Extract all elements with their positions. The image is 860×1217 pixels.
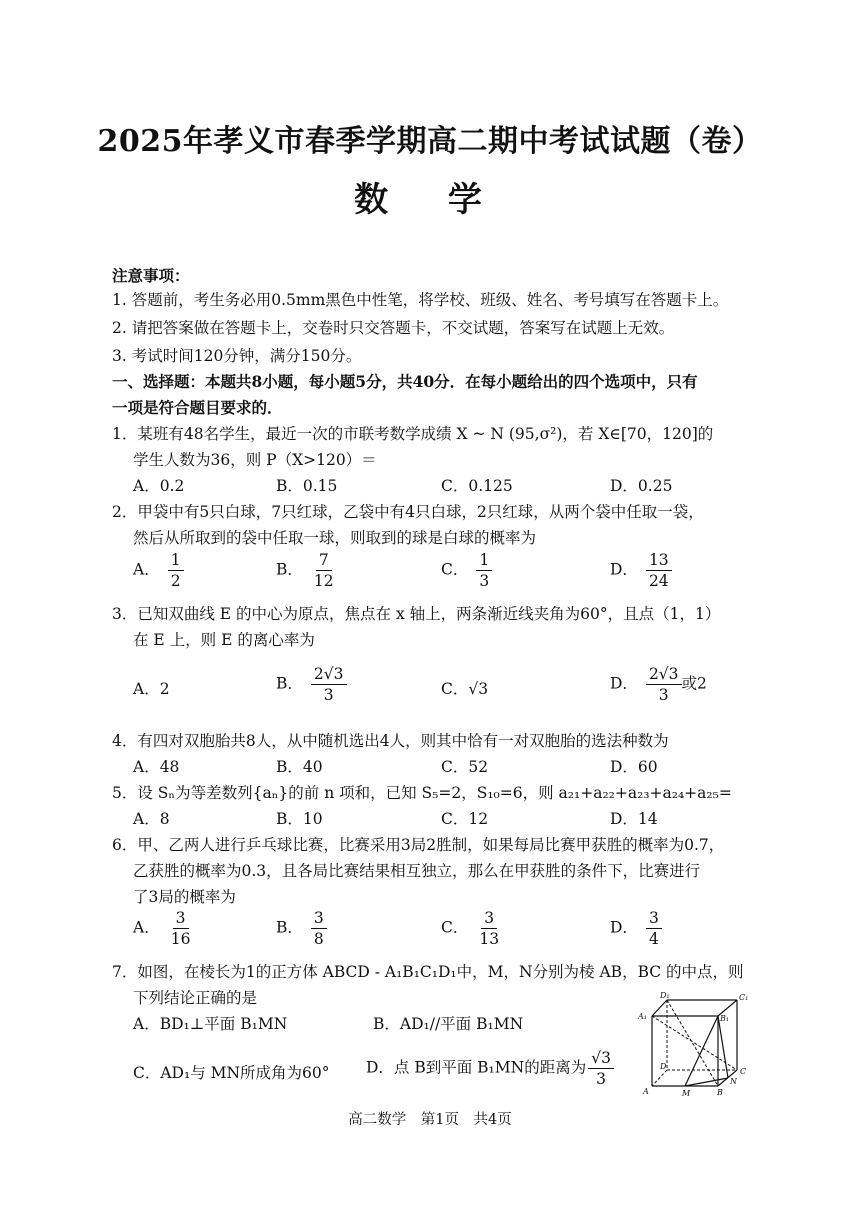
q5-option-d: D．14 — [610, 810, 658, 828]
q2-option-c: C． $\frac{1}{3}$ — [441, 550, 492, 591]
vertex-label: B — [717, 1088, 723, 1097]
q1-stem: 1．某班有48名学生，最近一次的市联考数学成绩 X ~ N (95,σ²)，若 X∈[70，120]的 — [112, 425, 714, 443]
q3-stem: 3．已知双曲线 E 的中心为原点，焦点在 x 轴上，两条渐近线夹角为60°，且点（1，1） — [112, 605, 721, 623]
q6-option-b: B． $\frac{3}{8}$ — [276, 908, 327, 949]
q7-option-a: A．BD₁⊥平面 B₁MN — [133, 1015, 288, 1033]
vertex-label: D₁ — [660, 991, 670, 1000]
notice-item: 3. 考试时间120分钟，满分150分。 — [112, 347, 362, 365]
q7-option-b: B．AD₁//平面 B₁MN — [373, 1015, 524, 1033]
q6-stem-cont: 乙获胜的概率为0.3，且各局比赛结果相互独立，那么在甲获胜的条件下，比赛进行 — [133, 862, 701, 880]
notice-heading: 注意事项： — [112, 266, 190, 285]
q1-option-c: C．0.125 — [441, 477, 513, 495]
q2-option-d: D． $\frac{13}{24}$ — [610, 550, 672, 591]
q6-option-c: C． $\frac{3}{13}$ — [441, 909, 500, 948]
q6-stem-cont: 了3局的概率为 — [133, 888, 236, 906]
vertex-label: N — [730, 1077, 737, 1086]
q1-option-b: B．0.15 — [276, 477, 338, 495]
page-footer: 高二数学 第1页 共4页 — [348, 1112, 512, 1128]
q3-option-d: D． $\frac{2√3}{3}$ 或2 — [610, 665, 707, 704]
cube-figure — [632, 990, 757, 1100]
q3-option-c: C．√3 — [441, 680, 489, 698]
vertex-label: D — [660, 1062, 667, 1071]
section-heading: 一、选择题：本题共8小题，每小题5分，共40分．在每小题给出的四个选项中，只有 — [112, 372, 698, 391]
q5-stem: 5．设 Sₙ为等差数列{aₙ}的前 n 项和，已知 S₅=2，S₁₀=6，则 a₂₁+a₂₂+a₂₃+a₂₄+a₂₅= — [112, 784, 732, 802]
q1-option-d: D．0.25 — [610, 477, 673, 495]
q2-stem-cont: 然后从所取到的袋中任取一球，则取到的球是白球的概率为 — [133, 529, 537, 547]
q4-option-c: C．52 — [441, 758, 489, 776]
q4-option-a: A．48 — [133, 758, 180, 776]
q6-option-a: A． $\frac{3}{16}$ — [133, 909, 191, 948]
section-heading-cont: 一项是符合题目要求的． — [112, 398, 283, 417]
q2-option-b: B． $\frac{7}{12}$ — [276, 551, 334, 590]
exam-title: 2025年孝义市春季学期高二期中考试试题（卷） — [97, 124, 763, 159]
q5-option-a: A．8 — [133, 810, 170, 828]
notice-item: 1. 答题前，考生务必用0.5mm黑色中性笔，将学校、班级、姓名、考号填写在答题卡上。 — [112, 291, 729, 309]
q5-option-b: B．10 — [276, 810, 323, 828]
vertex-label: C₁ — [739, 993, 749, 1002]
q4-option-b: B．40 — [276, 758, 323, 776]
q5-option-c: C．12 — [441, 810, 489, 828]
q7-stem: 7．如图，在棱长为1的正方体 ABCD - A₁B₁C₁D₁中，M，N分别为棱 AB，BC 的中点，则 — [112, 963, 744, 981]
q7-option-d: D．点 B到平面 B₁MN的距离为 $\frac{√3}{3}$ — [366, 1048, 614, 1089]
q1-stem-cont: 学生人数为36，则 P（X>120）＝ — [133, 451, 377, 469]
q2-option-a: A． $\frac{1}{2}$ — [133, 550, 184, 591]
vertex-label: C — [740, 1067, 747, 1076]
q3-option-a: A．2 — [133, 680, 170, 698]
q3-option-b: B． $\frac{2√3}{3}$ — [276, 664, 347, 705]
q3-stem-cont: 在 E 上，则 E 的离心率为 — [133, 631, 315, 649]
q6-option-d: D． $\frac{3}{4}$ — [610, 908, 662, 949]
vertex-label: A₁ — [638, 1012, 647, 1021]
q7-stem-cont: 下列结论正确的是 — [133, 989, 258, 1007]
notice-item: 2. 请把答案做在答题卡上，交卷时只交答题卡，不交试题，答案写在试题上无效。 — [112, 319, 675, 337]
q6-stem: 6．甲、乙两人进行乒乓球比赛，比赛采用3局2胜制，如果每局比赛甲获胜的概率为0.7， — [112, 836, 725, 854]
q4-stem: 4．有四对双胞胎共8人，从中随机选出4人，则其中恰有一对双胞胎的选法种数为 — [112, 732, 669, 750]
subject-title: 数 学 — [354, 180, 506, 220]
q4-option-d: D．60 — [610, 758, 658, 776]
vertex-label: M — [682, 1089, 691, 1098]
q2-stem: 2．甲袋中有5只白球，7只红球，乙袋中有4只白球，2只红球，从两个袋中任取一袋， — [112, 503, 704, 521]
vertex-label: B₁ — [720, 1014, 730, 1023]
q1-option-a: A．0.2 — [133, 477, 185, 495]
vertex-label: A — [643, 1087, 649, 1096]
q7-option-c: C．AD₁与 MN所成角为60° — [133, 1064, 330, 1082]
